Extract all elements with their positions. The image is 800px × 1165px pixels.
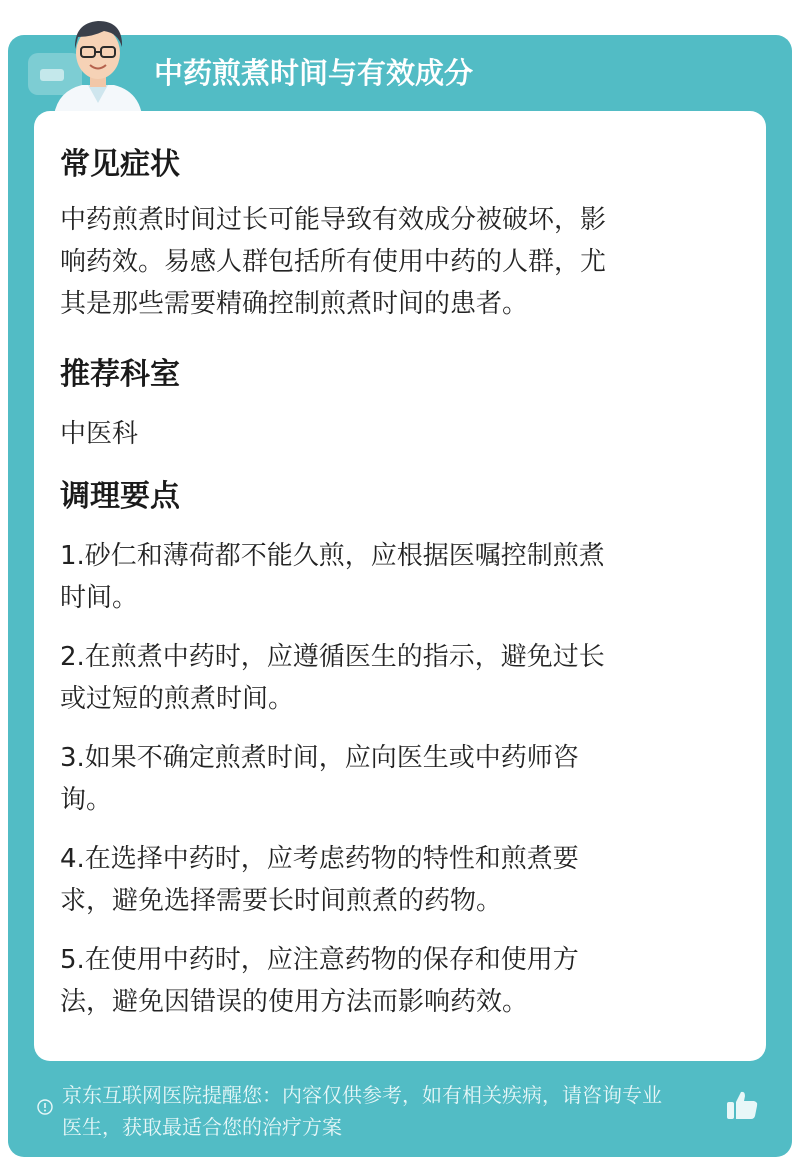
symptoms-line: 中药煎煮时间过长可能导致有效成分被破坏，影 bbox=[60, 205, 607, 235]
care-item-line: 询。 bbox=[60, 785, 113, 815]
care-item-line: 3.如果不确定煎煮时间，应向医生或中药师咨 bbox=[60, 743, 579, 773]
care-item bbox=[60, 939, 730, 1023]
disclaimer-text bbox=[62, 1079, 732, 1143]
footer bbox=[8, 1075, 792, 1155]
care-item-line: 1.砂仁和薄荷都不能久煎，应根据医嘱控制煎煮 bbox=[60, 541, 605, 571]
info-icon bbox=[37, 1099, 53, 1115]
content-card bbox=[34, 111, 766, 1061]
thumbs-up-icon[interactable] bbox=[724, 1087, 760, 1123]
care-item-line: 时间。 bbox=[60, 583, 139, 613]
disclaimer-line: 京东互联网医院提醒您：内容仅供参考，如有相关疾病，请咨询专业 bbox=[62, 1083, 662, 1107]
doctor-avatar-icon bbox=[48, 7, 148, 115]
section-heading-care: 调理要点 bbox=[60, 479, 180, 514]
care-item-line: 法，避免因错误的使用方法而影响药效。 bbox=[60, 987, 529, 1017]
symptoms-line: 其是那些需要精确控制煎煮时间的患者。 bbox=[60, 289, 529, 319]
symptoms-text bbox=[60, 199, 730, 325]
page-title: 中药煎煮时间与有效成分 bbox=[154, 56, 474, 90]
section-heading-department: 推荐科室 bbox=[60, 357, 180, 392]
care-item bbox=[60, 838, 730, 922]
disclaimer-line: 医生，获取最适合您的治疗方案 bbox=[62, 1115, 342, 1139]
content-frame bbox=[8, 35, 792, 1157]
department-text: 中医科 bbox=[60, 419, 139, 449]
care-item-line: 5.在使用中药时，应注意药物的保存和使用方 bbox=[60, 945, 579, 975]
care-item bbox=[60, 737, 730, 821]
header bbox=[8, 35, 792, 115]
care-item bbox=[60, 636, 730, 720]
care-item-line: 4.在选择中药时，应考虑药物的特性和煎煮要 bbox=[60, 844, 579, 874]
care-item-line: 或过短的煎煮时间。 bbox=[60, 684, 295, 714]
section-heading-symptoms: 常见症状 bbox=[60, 147, 180, 182]
care-item-line: 2.在煎煮中药时，应遵循医生的指示，避免过长 bbox=[60, 642, 605, 672]
symptoms-line: 响药效。易感人群包括所有使用中药的人群，尤 bbox=[60, 247, 607, 277]
care-item-line: 求，避免选择需要长时间煎煮的药物。 bbox=[60, 886, 503, 916]
care-item bbox=[60, 535, 730, 619]
